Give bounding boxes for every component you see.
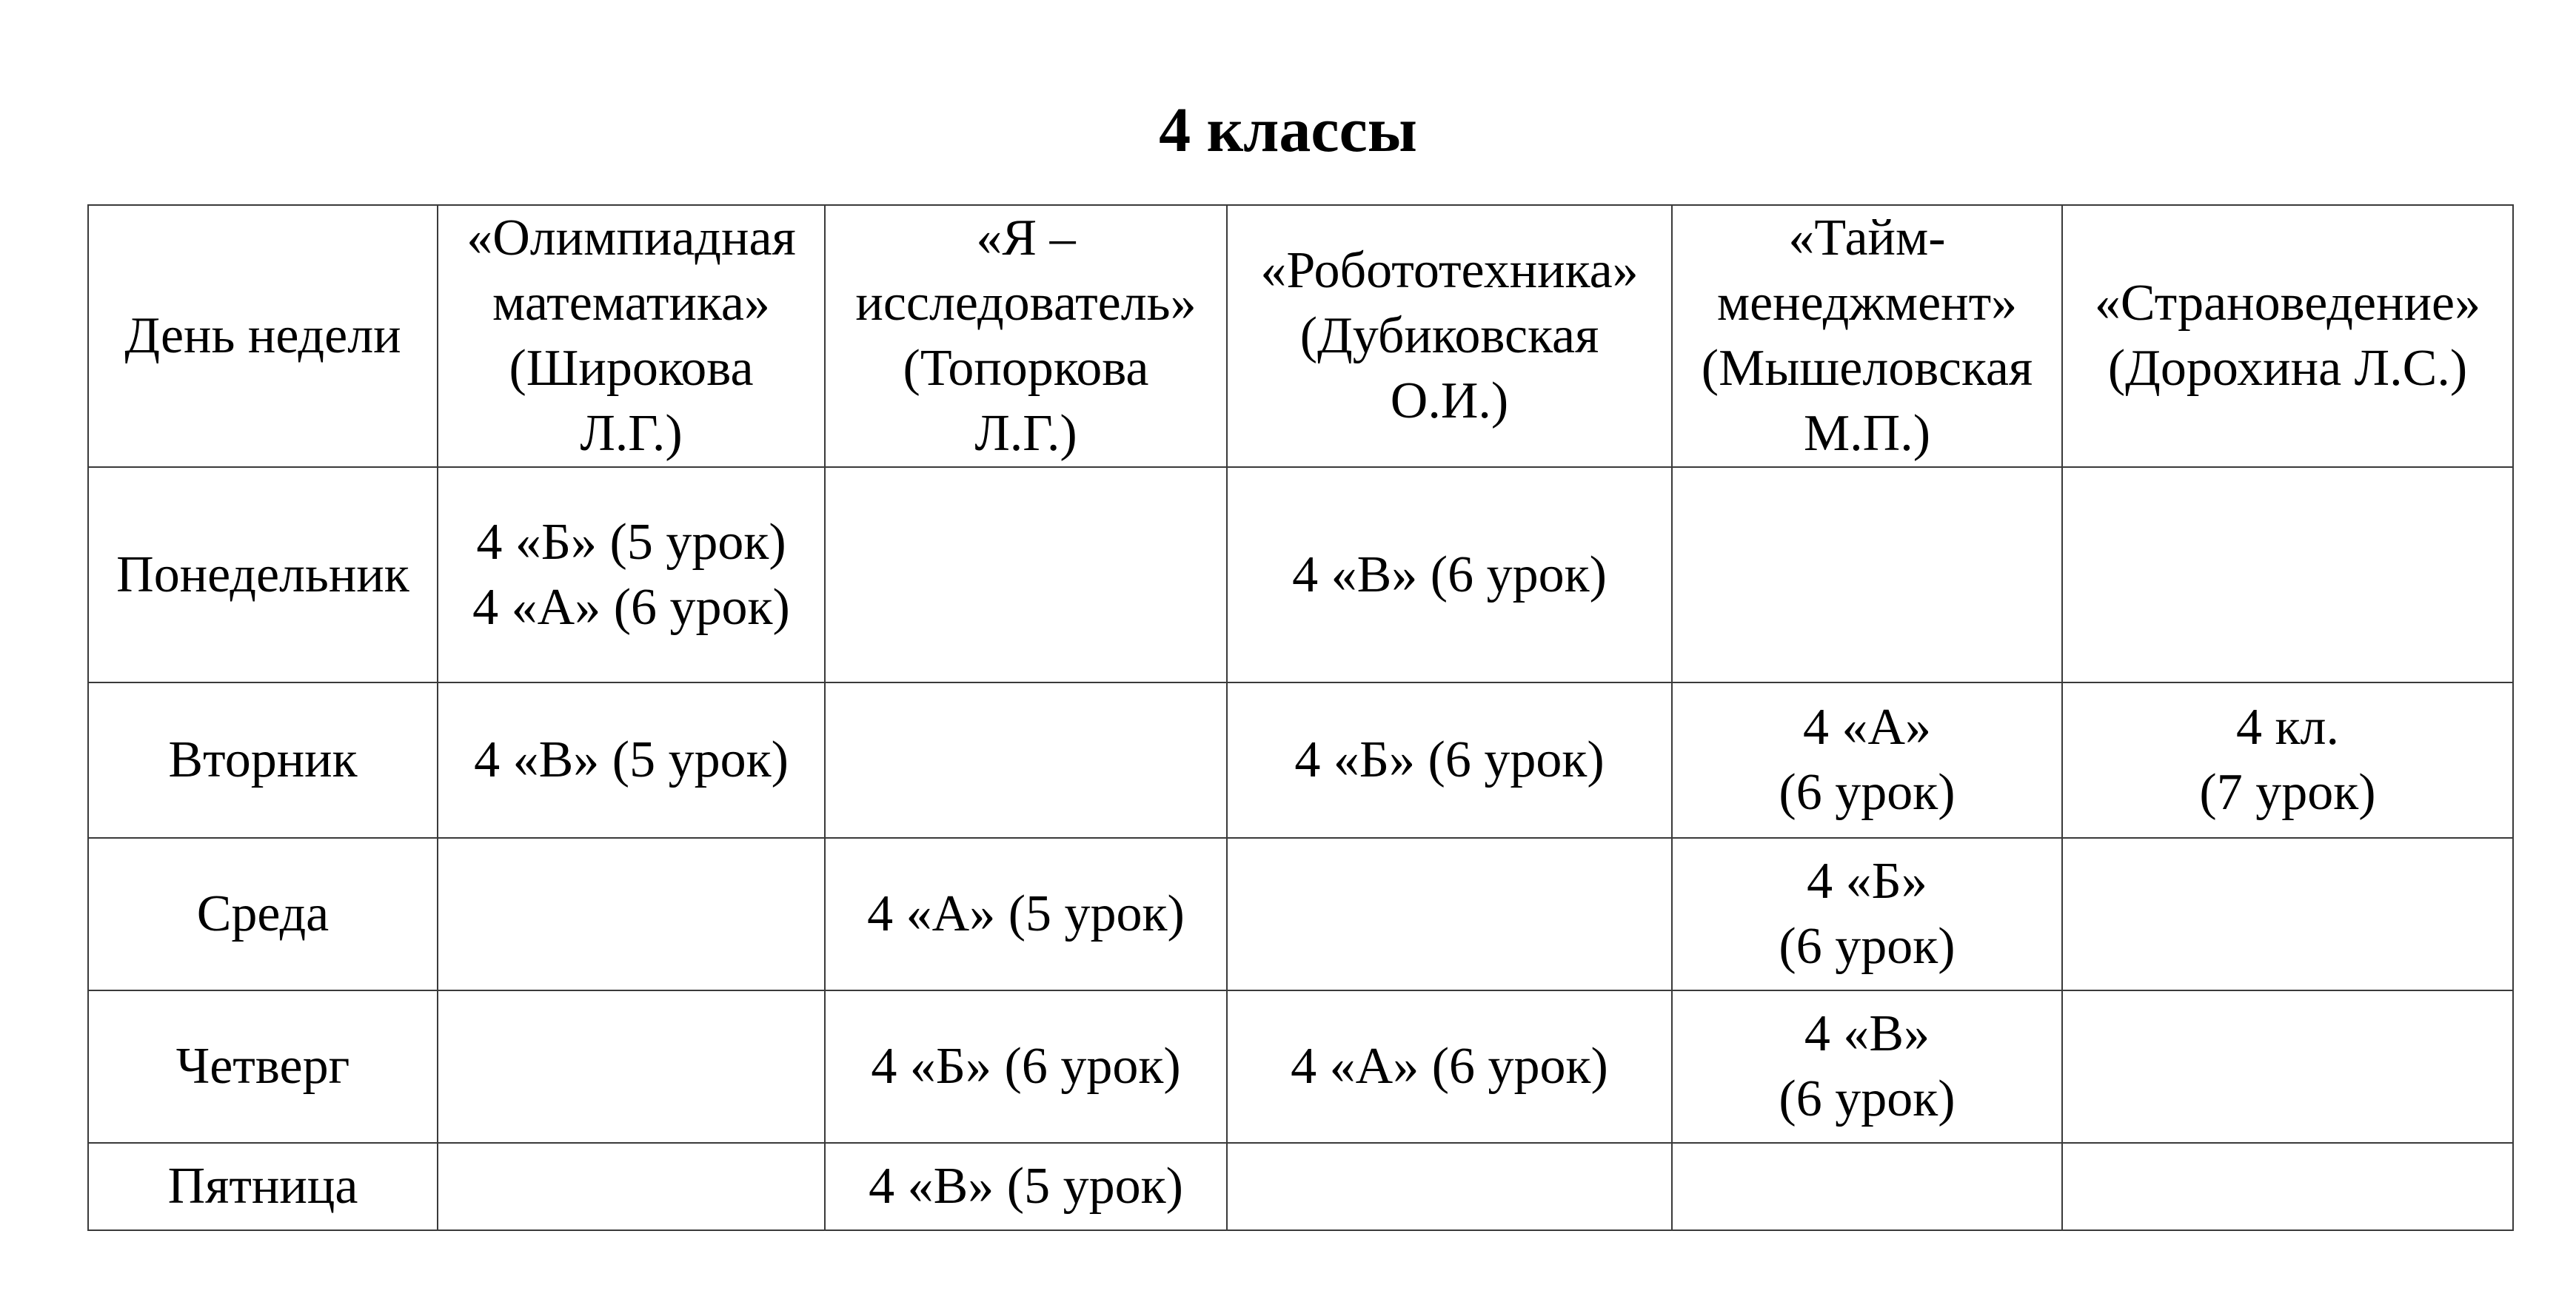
day-header-label: День недели (124, 307, 401, 364)
schedule-cell (2062, 1143, 2513, 1230)
course-header-line: «Робототехника» (1260, 242, 1639, 299)
schedule-cell (1227, 990, 1672, 1143)
course-header-line: (Широкова (509, 340, 754, 397)
schedule-cell (1227, 467, 1672, 682)
lesson-entry: (7 урок) (2199, 764, 2376, 821)
course-header-line: (Мышеловская (1701, 340, 2033, 397)
lesson-entry: 4 «А» (6 урок) (472, 578, 790, 636)
day-label: Вторник (168, 731, 358, 788)
course-header-line: исследователь» (855, 275, 1197, 332)
day-cell (88, 990, 438, 1143)
course-header-line: Л.Г.) (580, 405, 683, 462)
day-cell (88, 838, 438, 990)
lesson-entry: 4 «Б» (6 урок) (1294, 731, 1605, 788)
course-header-time-management (1672, 205, 2062, 467)
schedule-cell (825, 682, 1227, 838)
schedule-cell (438, 682, 825, 838)
lesson-entry: 4 «Б» (5 урок) (476, 513, 786, 571)
header-row (88, 205, 2513, 467)
schedule-cell (1672, 838, 2062, 990)
day-cell (88, 682, 438, 838)
day-cell (88, 467, 438, 682)
lesson-entry: 4 «В» (1804, 1005, 1930, 1062)
schedule-cell (825, 467, 1227, 682)
schedule-cell (825, 1143, 1227, 1230)
page-title: 4 классы (1159, 94, 1417, 165)
schedule-cell (438, 1143, 825, 1230)
day-label: Понедельник (116, 546, 409, 603)
table-row (88, 467, 2513, 682)
lesson-entry: 4 «А» (6 урок) (1291, 1038, 1608, 1095)
lesson-entry: 4 «В» (5 урок) (869, 1158, 1183, 1215)
schedule-cell (2062, 838, 2513, 990)
lesson-entry: 4 кл. (2236, 699, 2339, 756)
lesson-entry: 4 «В» (5 урок) (474, 731, 789, 788)
course-header-researcher (825, 205, 1227, 467)
lesson-entry: (6 урок) (1779, 764, 1956, 821)
lesson-entry: 4 «В» (6 урок) (1292, 546, 1607, 603)
schedule-cell (438, 838, 825, 990)
lesson-entry: (6 урок) (1779, 1070, 1956, 1127)
lesson-entry: (6 урок) (1779, 918, 1956, 975)
schedule-cell (1227, 838, 1672, 990)
course-header-olympiad-math (438, 205, 825, 467)
schedule-cell (1227, 1143, 1672, 1230)
schedule-cell (825, 990, 1227, 1143)
course-header-line: «Я – (976, 209, 1076, 266)
day-cell (88, 1143, 438, 1230)
schedule-table (87, 204, 2514, 1231)
table-row (88, 1143, 2513, 1230)
schedule-cell (1672, 990, 2062, 1143)
table-row (88, 990, 2513, 1143)
schedule-cell (825, 838, 1227, 990)
lesson-entry: 4 «А» (1802, 699, 1932, 756)
schedule-cell (1672, 1143, 2062, 1230)
course-header-line: математика» (492, 275, 770, 332)
course-header-line: О.И.) (1390, 372, 1509, 429)
table-row (88, 682, 2513, 838)
course-header-line: (Дубиковская (1299, 307, 1599, 364)
schedule-cell (1672, 467, 2062, 682)
schedule-cell (438, 990, 825, 1143)
day-label: Пятница (167, 1158, 358, 1215)
day-label: Четверг (175, 1038, 350, 1095)
course-header-line: (Топоркова (903, 340, 1149, 397)
lesson-entry: 4 «Б» (6 урок) (871, 1038, 1181, 1095)
course-header-line: (Дорохина Л.С.) (2107, 340, 2468, 397)
course-header-line: «Тайм- (1788, 209, 1946, 266)
day-label: Среда (196, 885, 329, 942)
course-header-line: «Олимпиадная (466, 209, 796, 266)
schedule-cell (438, 467, 825, 682)
course-header-robotics (1227, 205, 1672, 467)
lesson-entry: 4 «Б» (1807, 853, 1927, 910)
schedule-cell (2062, 990, 2513, 1143)
schedule-cell (1672, 682, 2062, 838)
course-header-line: М.П.) (1803, 405, 1931, 462)
schedule-cell (2062, 467, 2513, 682)
course-header-line: Л.Г.) (974, 405, 1077, 462)
day-column-header (88, 205, 438, 467)
schedule-cell (1227, 682, 1672, 838)
table-row (88, 838, 2513, 990)
course-header-country-studies (2062, 205, 2513, 467)
lesson-entry: 4 «А» (5 урок) (867, 885, 1185, 942)
schedule-cell (2062, 682, 2513, 838)
course-header-line: менеджмент» (1716, 275, 2018, 332)
course-header-line: «Страноведение» (2094, 275, 2481, 332)
